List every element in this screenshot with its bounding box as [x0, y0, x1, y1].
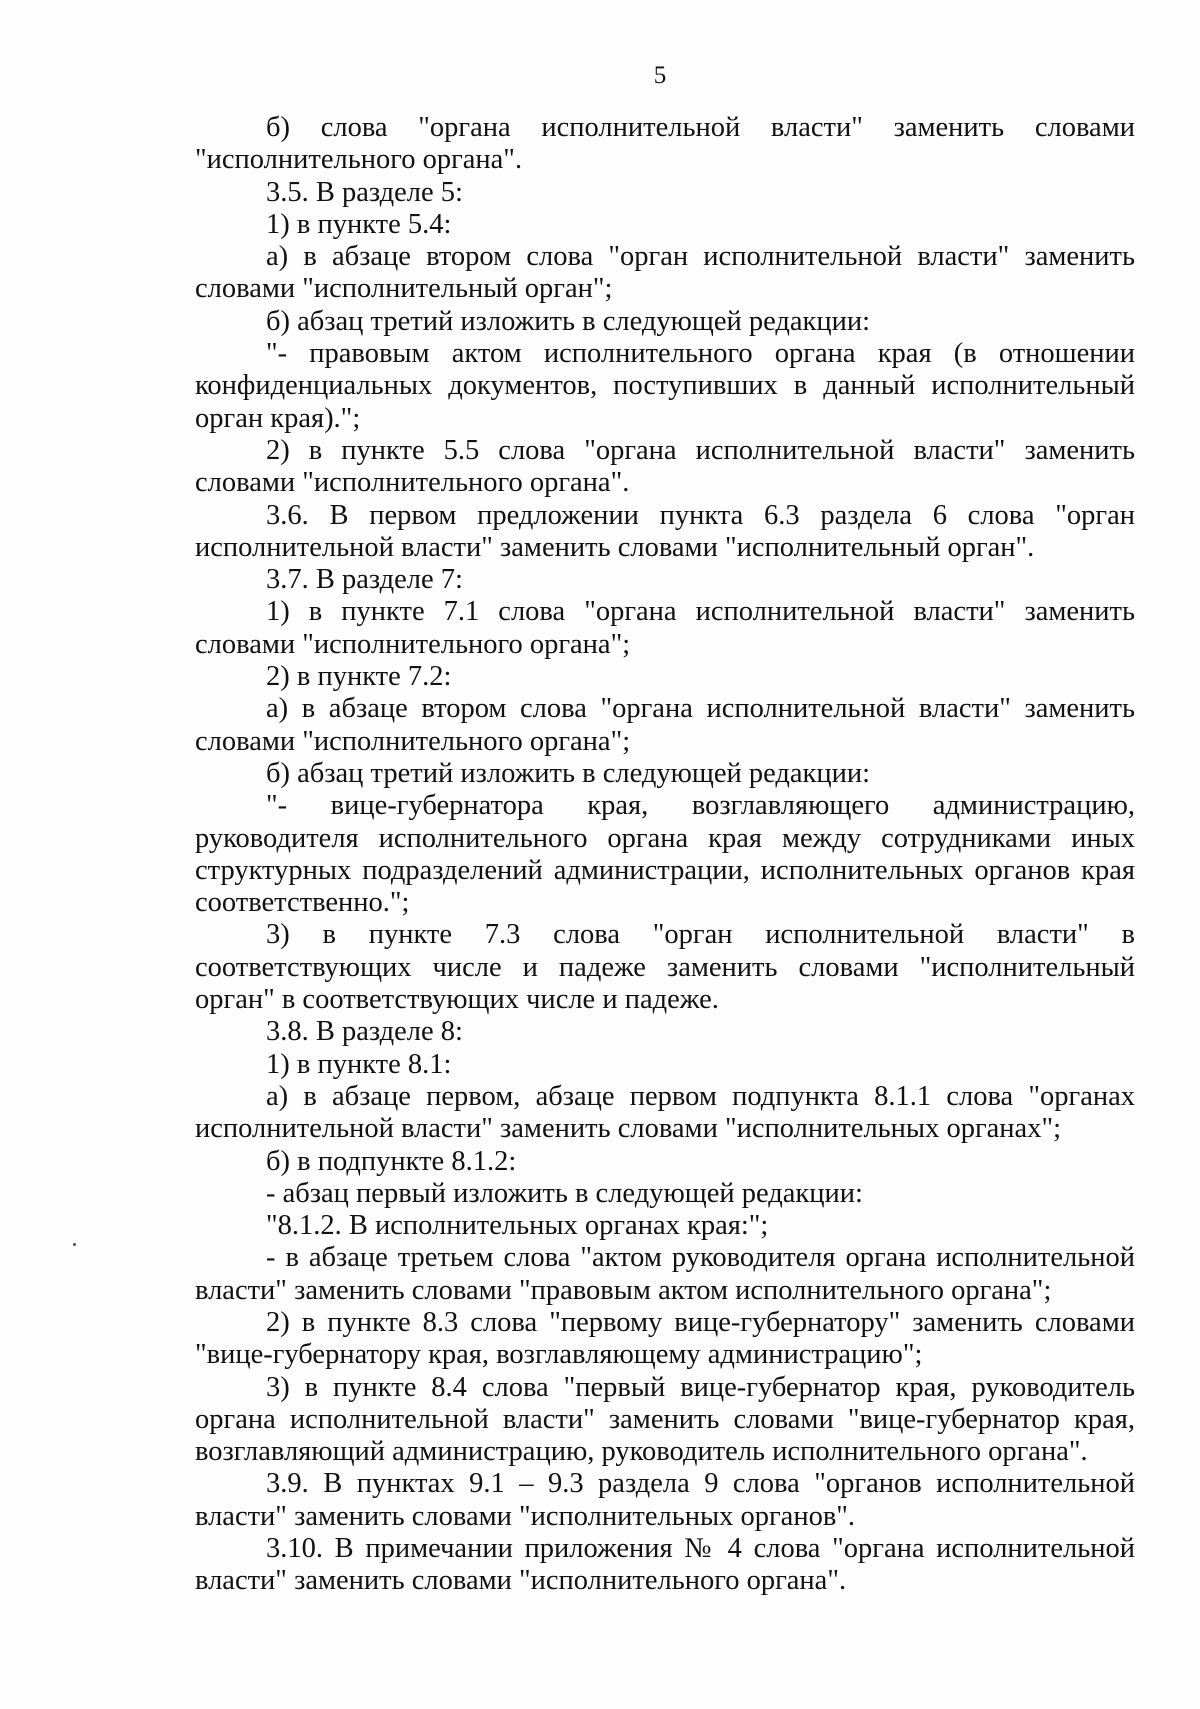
- paragraph: б) в подпункте 8.1.2:: [266, 1145, 517, 1177]
- paragraph: а) в абзаце первом, абзаце первом подпункта 8.1.1 слова "органах исполнительной власти" заменить словами "исполнительных органах";: [195, 1080, 1135, 1145]
- paragraph: 1) в пункте 7.1 слова "органа исполнительной власти" заменить словами "исполнительного органа";: [195, 596, 1135, 660]
- paragraph: а) в абзаце втором слова "органа исполнительной власти" заменить словами "исполнительного органа";: [195, 693, 1135, 757]
- paragraph: "8.1.2. В исполнительных органах края:";: [266, 1210, 769, 1242]
- paragraph: - в абзаце третьем слова "актом руководителя органа исполнительной власти" заменить словами "правовым актом исполнительного органа";: [195, 1242, 1135, 1306]
- paragraph: 1) в пункте 5.4:: [266, 208, 452, 240]
- paragraph: 2) в пункте 7.2:: [266, 661, 452, 693]
- paragraph: б) абзац третий изложить в следующей редакции:: [266, 305, 871, 337]
- paragraph: б) слова "органа исполнительной власти" заменить словами "исполнительного органа".: [195, 112, 1135, 176]
- paragraph: 3) в пункте 7.3 слова "орган исполнительной власти" в соответствующих числе и падеже заменить словами "исполнительный орган" в соответствующих числе и падеже.: [195, 919, 1135, 1016]
- paragraph: 3.5. В разделе 5:: [266, 176, 463, 208]
- paragraph: а) в абзаце втором слова "орган исполнительной власти" заменить словами "исполнительный орган";: [195, 241, 1135, 305]
- paragraph: - абзац первый изложить в следующей редакции:: [266, 1177, 863, 1209]
- paragraph: 3.8. В разделе 8:: [266, 1016, 463, 1048]
- paragraph: "- правовым актом исполнительного органа края (в отношении конфиденциальных документов, поступивших в данный исполнительный орган края).";: [195, 338, 1135, 434]
- paragraph: б) абзац третий изложить в следующей редакции:: [266, 757, 871, 789]
- paragraph: "- вице-губернатора края, возглавляющего администрацию, руководителя исполнительного органа края между сотрудниками иных структурных подразделений администрации, исполнительных органов края соответственно.";: [195, 790, 1135, 919]
- paragraph: 3.10. В примечании приложения № 4 слова "органа исполнительной власти" заменить словами "исполнительного органа".: [195, 1533, 1135, 1597]
- scan-speck: [73, 1243, 76, 1246]
- paragraph: 3) в пункте 8.4 слова "первый вице-губернатор края, руководитель органа исполнительной власти" заменить словами "вице-губернатор края, возглавляющий администрацию, руководитель исполнительного органа".: [195, 1371, 1135, 1468]
- paragraph: 2) в пункте 8.3 слова "первому вице-губернатору" заменить словами "вице-губернатору края, возглавляющему администрацию";: [195, 1306, 1135, 1371]
- paragraph: 3.6. В первом предложении пункта 6.3 раздела 6 слова "орган исполнительной власти" заменить словами "исполнительный орган".: [195, 499, 1135, 563]
- paragraph: 3.7. В разделе 7:: [266, 564, 463, 596]
- paragraph: 2) в пункте 5.5 слова "органа исполнительной власти" заменить словами "исполнительного органа".: [195, 434, 1135, 499]
- paragraph: 1) в пункте 8.1:: [266, 1048, 452, 1080]
- paragraph: 3.9. В пунктах 9.1 – 9.3 раздела 9 слова "органов исполнительной власти" заменить словами "исполнительных органов".: [195, 1468, 1135, 1532]
- page-number: 5: [653, 62, 667, 89]
- document-body: [195, 112, 1135, 1598]
